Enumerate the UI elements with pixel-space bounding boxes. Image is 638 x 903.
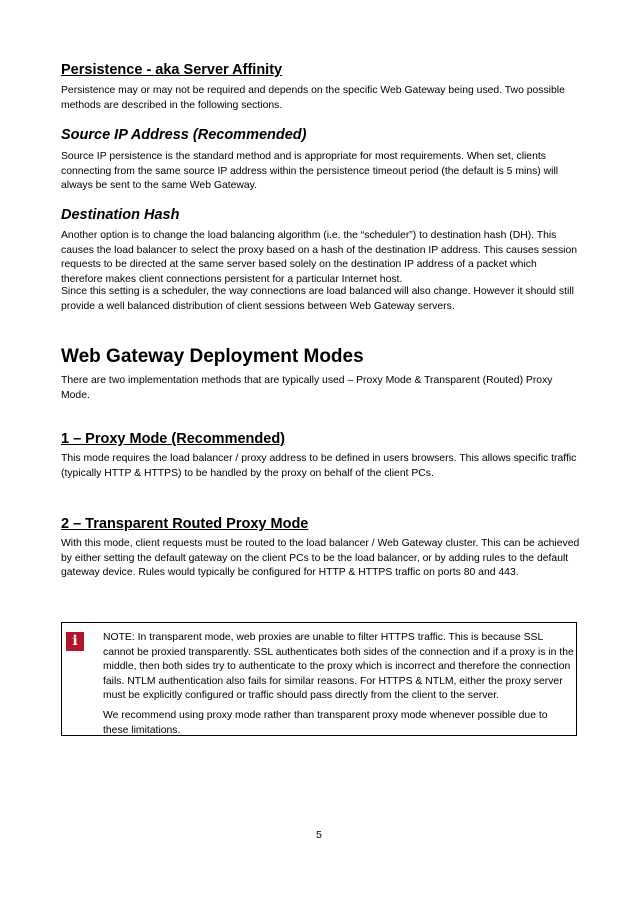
source-ip-paragraph: Source IP persistence is the standard method and is appropriate for most requirements. When set, clients connecting from the same source IP address within the persistence timeout period (the default is 5 mins) will always be sent to the same Web Gateway.: [61, 151, 559, 191]
destination-hash-paragraph-1: Another option is to change the load balancing algorithm (i.e. the “scheduler”) to destination hash (DH). This causes the load balancer to select the proxy based on a hash of the destination IP address. This causes session requests to be directed at the same server based solely on the destination IP address of a packet which therefore makes client connections persistent for a particular Internet host.: [61, 230, 578, 285]
transparent-mode-paragraph: With this mode, client requests must be routed to the load balancer / Web Gateway cluster. This can be achieved by either setting the default gateway on the client PCs to be the load balancer, or by adding rules to the default gateway device. Rules would typically be configured for HTTP & HTTPS traffic on ports 80 and 443.: [61, 538, 580, 578]
info-icon: i: [66, 632, 84, 651]
note-box: [61, 622, 577, 736]
source-ip-heading: Source IP Address (Recommended): [61, 127, 307, 143]
destination-hash-paragraph-2: Since this setting is a scheduler, the way connections are load balanced will also change. However it should still provide a well balanced distribution of client sessions between Web Gateway servers.: [61, 286, 574, 312]
page-number: 5: [316, 830, 322, 841]
deployment-modes-paragraph: There are two implementation methods that are typically used – Proxy Mode & Transparent (Routed) Proxy Mode.: [61, 375, 553, 401]
destination-hash-heading: Destination Hash: [61, 207, 180, 223]
proxy-mode-paragraph: This mode requires the load balancer / proxy address to be defined in users browsers. This allows specific traffic (typically HTTP & HTTPS) to be handled by the proxy on behalf of the client PCs.: [61, 453, 577, 479]
persistence-paragraph: Persistence may or may not be required and depends on the specific Web Gateway being used. Two possible methods are described in the following sections.: [61, 85, 565, 111]
persistence-heading: Persistence - aka Server Affinity: [61, 62, 283, 78]
note-paragraph-1: NOTE: In transparent mode, web proxies are unable to filter HTTPS traffic. This is because SSL cannot be proxied transparently. SSL authenticates both sides of the connection and if a proxy is in the middle, then both sides try to authenticate to the proxy which is incorrect and therefore the connection fails. NTLM authentication also fails for similar reasons. For HTTPS & NTLM, either the proxy server must be explicitly configured or traffic should pass directly from the client to the server.: [103, 632, 574, 701]
deployment-modes-heading: Web Gateway Deployment Modes: [61, 346, 364, 367]
note-paragraph-2: We recommend using proxy mode rather than transparent proxy mode whenever possible due to these limitations.: [103, 710, 548, 736]
proxy-mode-heading: 1 – Proxy Mode (Recommended): [61, 431, 285, 447]
transparent-mode-heading: 2 – Transparent Routed Proxy Mode: [61, 516, 309, 532]
